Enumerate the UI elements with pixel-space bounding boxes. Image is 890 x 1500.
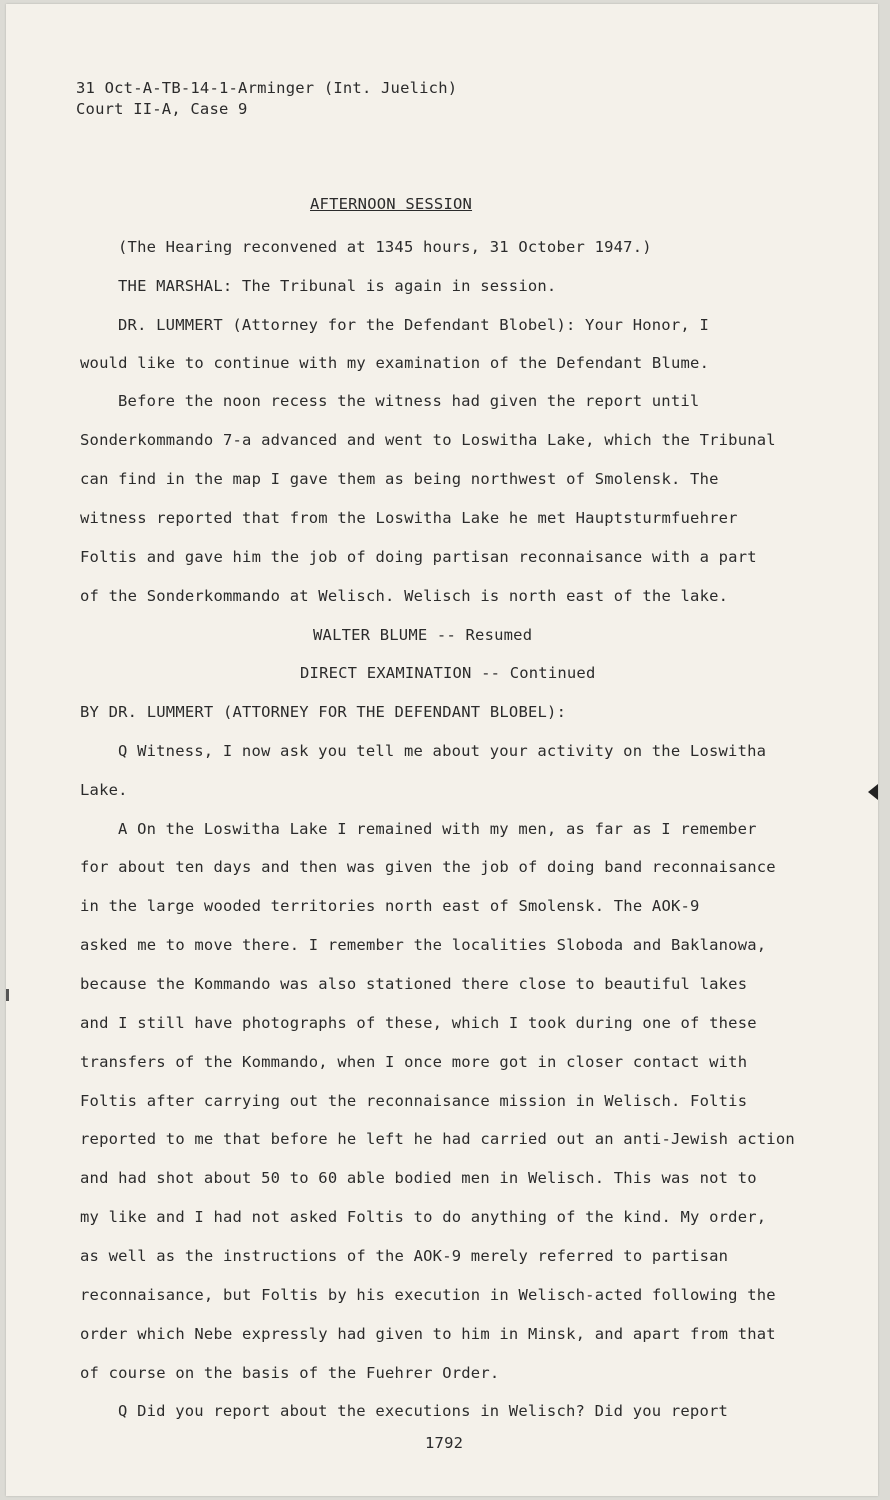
text-line: Foltis and gave him the job of doing partisan reconnaisance with a part — [80, 548, 757, 566]
page-edge-tick — [6, 989, 9, 1001]
text-line: A On the Loswitha Lake I remained with my men, as far as I remember — [118, 820, 757, 838]
text-line: of the Sonderkommando at Welisch. Welisch is north east of the lake. — [80, 587, 729, 605]
text-line: (The Hearing reconvened at 1345 hours, 31 October 1947.) — [118, 238, 652, 256]
text-line: my like and I had not asked Foltis to do anything of the kind. My order, — [80, 1208, 767, 1226]
text-line: in the large wooded territories north east of Smolensk. The AOK-9 — [80, 897, 700, 915]
header-line-1: 31 Oct-A-TB-14-1-Arminger (Int. Juelich) — [76, 79, 458, 97]
text-line: of course on the basis of the Fuehrer Order. — [80, 1364, 500, 1382]
text-line: for about ten days and then was given the job of doing band reconnaisance — [80, 858, 776, 876]
session-title: AFTERNOON SESSION — [310, 195, 473, 213]
text-line: can find in the map I gave them as being northwest of Smolensk. The — [80, 470, 719, 488]
text-line: because the Kommando was also stationed there close to beautiful lakes — [80, 975, 748, 993]
text-line: witness reported that from the Loswitha Lake he met Hauptsturmfuehrer — [80, 509, 738, 527]
text-line: and I still have photographs of these, which I took during one of these — [80, 1014, 757, 1032]
text-line: reconnaisance, but Foltis by his execution in Welisch-acted following the — [80, 1286, 776, 1304]
header-line-2: Court II-A, Case 9 — [76, 100, 248, 118]
text-line: asked me to move there. I remember the localities Sloboda and Baklanowa, — [80, 936, 767, 954]
page-edge-marker — [868, 784, 878, 800]
text-line: order which Nebe expressly had given to him in Minsk, and apart from that — [80, 1325, 776, 1343]
text-line: Sonderkommando 7-a advanced and went to Loswitha Lake, which the Tribunal — [80, 431, 776, 449]
text-line: Before the noon recess the witness had given the report until — [118, 392, 700, 410]
text-line: transfers of the Kommando, when I once more got in closer contact with — [80, 1053, 748, 1071]
witness-heading: WALTER BLUME -- Resumed — [313, 626, 533, 644]
text-line: and had shot about 50 to 60 able bodied men in Welisch. This was not to — [80, 1169, 757, 1187]
page-number: 1792 — [425, 1434, 464, 1452]
text-line: Q Witness, I now ask you tell me about your activity on the Loswitha — [118, 742, 767, 760]
text-line: DR. LUMMERT (Attorney for the Defendant Blobel): Your Honor, I — [118, 316, 709, 334]
text-line: Foltis after carrying out the reconnaisance mission in Welisch. Foltis — [80, 1092, 748, 1110]
text-line: reported to me that before he left he had carried out an anti-Jewish action — [80, 1130, 795, 1148]
examination-heading: DIRECT EXAMINATION -- Continued — [300, 664, 596, 682]
examiner-line: BY DR. LUMMERT (ATTORNEY FOR THE DEFENDANT BLOBEL): — [80, 703, 567, 721]
text-line: THE MARSHAL: The Tribunal is again in session. — [118, 277, 557, 295]
text-line: as well as the instructions of the AOK-9 merely referred to partisan — [80, 1247, 729, 1265]
text-line: would like to continue with my examination of the Defendant Blume. — [80, 354, 710, 372]
text-line: Lake. — [80, 781, 128, 799]
text-line: Q Did you report about the executions in Welisch? Did you report — [118, 1402, 729, 1420]
